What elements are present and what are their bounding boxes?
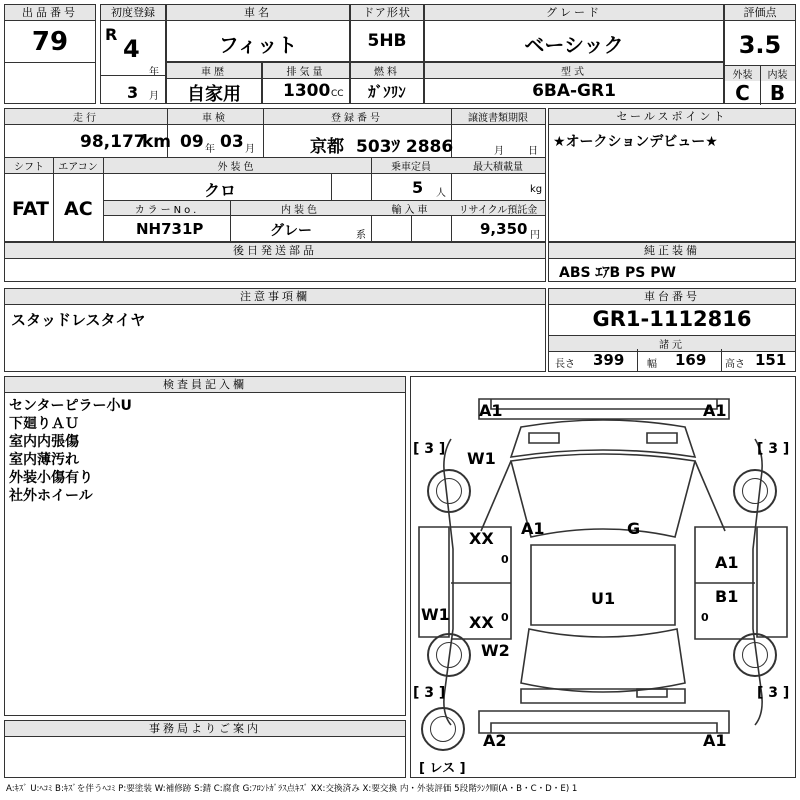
tire-rear-right	[733, 633, 777, 677]
reg-year: 4	[123, 35, 140, 63]
score-box	[724, 4, 796, 104]
displacement: 1300	[283, 81, 331, 101]
damage-mark: W1	[467, 449, 496, 468]
history: 自家用	[187, 84, 241, 105]
inspection-month: 03	[220, 132, 244, 152]
color-no-label: カラーNo.	[104, 201, 230, 215]
length: 399	[593, 351, 625, 369]
plate-area: 京都	[310, 137, 344, 157]
load-label: 最大積載量	[451, 158, 545, 173]
yen-unit: 円	[530, 230, 540, 241]
spare-tire-note: [ レス ]	[419, 761, 466, 776]
first-reg-label: 初度登録	[101, 5, 165, 21]
tire-depth-rear-right: [ 3 ]	[757, 685, 790, 701]
car-name: フィット	[218, 33, 298, 57]
legend: A:ｷｽﾞ U:ﾍｺﾐ B:ｷｽﾞを伴うﾍｺﾐ P:要塗装 W:補修跡 S:錆 C:腐食 G:ﾌﾛﾝﾄｶﾞﾗｽ点ｷｽﾞ XX:交換済み X:要交換 内・外装評価 5段階ﾗﾝｸ順(A・B・C・D・E) 1	[6, 784, 578, 794]
car-outline	[411, 377, 795, 777]
later-parts-label: 後日発送部品	[5, 243, 545, 259]
tire-front-right	[733, 469, 777, 513]
damage-mark: XX	[469, 529, 494, 548]
model: 6BA-GR1	[532, 81, 616, 101]
reg-month: 3	[127, 83, 139, 102]
inspector-line: 室内内張傷	[9, 434, 79, 450]
load-unit: kg	[530, 184, 543, 195]
year-unit: 年	[149, 67, 159, 78]
notes-label: 注意事項欄	[5, 289, 545, 305]
damage-mark: G	[627, 519, 641, 538]
ext-color: クロ	[204, 181, 237, 200]
month-unit: 月	[149, 91, 159, 102]
import-label: 輸入車	[371, 201, 451, 215]
int-color: グレー	[270, 223, 312, 239]
damage-mark: W2	[481, 641, 510, 660]
displacement-label: 排気量	[263, 63, 349, 79]
plate-number: 503ﾂ 2886	[356, 137, 454, 157]
damage-mark: W1	[421, 605, 450, 624]
lot-label: 出品番号	[5, 5, 95, 21]
width-label: 幅	[647, 359, 657, 370]
notes-box	[4, 288, 546, 372]
damage-mark: 0	[501, 553, 509, 566]
height-label: 高さ	[725, 359, 745, 370]
inspector-line: 下廻りＡＵ	[9, 416, 79, 432]
km-unit: km	[142, 132, 172, 152]
office-label: 事務局よりご案内	[5, 721, 405, 737]
interior-label: 内装	[760, 66, 795, 81]
grade-box	[424, 4, 724, 62]
car-name-label: 車名	[167, 5, 349, 21]
history-box	[166, 62, 262, 104]
first-registration-box	[100, 4, 166, 104]
score: 3.5	[738, 31, 782, 59]
inspector-line: 社外ホイール	[9, 488, 93, 504]
tire-depth-front-left: [ 3 ]	[413, 441, 446, 457]
recycle-fee: 9,350	[480, 220, 528, 238]
damage-mark: A1	[703, 401, 727, 420]
equipment-box	[548, 242, 796, 282]
int-color-unit: 系	[356, 230, 366, 241]
model-label: 型式	[425, 63, 723, 79]
inspection-year: 09	[180, 132, 204, 152]
shift: FAT	[12, 198, 49, 220]
damage-mark: XX	[469, 613, 494, 632]
tire-spare	[421, 707, 465, 751]
damage-mark: A2	[483, 731, 507, 750]
plate-label: 登録番号	[263, 109, 451, 124]
damage-mark: U1	[591, 589, 616, 608]
damage-mark: B1	[715, 587, 739, 606]
ac-label: エアコン	[53, 158, 103, 173]
mileage: 98,177	[80, 132, 146, 152]
damage-mark: 0	[501, 611, 509, 624]
damage-mark: A1	[715, 553, 739, 572]
interior-grade: B	[769, 81, 786, 105]
length-label: 長さ	[555, 359, 575, 370]
spec-label: 諸元	[549, 335, 795, 352]
door-label: ドア形状	[351, 5, 423, 21]
displacement-box	[262, 62, 350, 104]
inspector-box	[4, 376, 406, 716]
fuel: ｶﾞｿﾘﾝ	[368, 83, 406, 101]
model-box	[424, 62, 724, 104]
equipment-label: 純正装備	[549, 243, 795, 259]
ext-color-label: 外装色	[103, 158, 371, 173]
exterior-label: 外装	[725, 66, 760, 81]
cc-unit: CC	[331, 89, 344, 99]
inspector-line: 外装小傷有り	[9, 470, 93, 486]
chassis-number: GR1-1112816	[592, 307, 752, 331]
color-no: NH731P	[136, 220, 204, 238]
history-label: 車歴	[167, 63, 261, 79]
tire-depth-rear-left: [ 3 ]	[413, 685, 446, 701]
recycle-label: リサイクル預託金	[451, 201, 545, 215]
damage-mark: A1	[521, 519, 545, 538]
door-box	[350, 4, 424, 62]
inspector-line: 室内薄汚れ	[9, 452, 79, 468]
damage-mark: 0	[701, 611, 709, 624]
era: R	[105, 25, 118, 44]
lot-box	[4, 4, 96, 104]
ac: AC	[64, 198, 93, 220]
damage-mark: A1	[703, 731, 727, 750]
office-box	[4, 720, 406, 778]
transfer-month: 月	[494, 146, 504, 157]
tire-depth-front-right: [ 3 ]	[757, 441, 790, 457]
inspector-label: 検査員記入欄	[5, 377, 405, 393]
inspection-year-unit: 年	[205, 144, 215, 155]
mileage-label: 走行	[5, 109, 167, 124]
height: 151	[755, 351, 787, 369]
tire-front-left	[427, 469, 471, 513]
transfer-label: 譲渡書類期限	[451, 109, 545, 124]
exterior-grade: C	[735, 81, 750, 105]
chassis-label: 車台番号	[549, 289, 795, 305]
tire-rear-left	[427, 633, 471, 677]
capacity-label: 乗車定員	[371, 158, 451, 173]
damage-mark: A1	[479, 401, 503, 420]
grade: ベーシック	[524, 33, 624, 57]
lot-number: 79	[31, 27, 69, 57]
int-color-label: 内装色	[230, 201, 371, 215]
notes-text: スタッドレスタイヤ	[11, 311, 146, 329]
sales-point-label: セールスポイント	[549, 109, 795, 125]
shift-label: シフト	[5, 158, 53, 173]
capacity: 5	[412, 178, 424, 197]
score-label: 評価点	[725, 5, 795, 21]
car-name-box	[166, 4, 350, 62]
width: 169	[675, 351, 707, 369]
later-parts-box	[4, 242, 546, 282]
sales-point-box	[548, 108, 796, 242]
grade-label: グレード	[425, 5, 723, 21]
capacity-unit: 人	[436, 188, 446, 199]
inspector-line: センターピラー小U	[9, 398, 132, 414]
sales-point-text: ★オークションデビュー★	[553, 134, 718, 150]
chassis-box	[548, 288, 796, 372]
equipment-text: ABS ｴｱB PS PW	[559, 265, 676, 281]
fuel-label: 燃料	[351, 63, 423, 79]
car-diagram	[410, 376, 796, 778]
door-type: 5HB	[367, 31, 407, 51]
fuel-box	[350, 62, 424, 104]
inspection-label: 車検	[167, 109, 263, 124]
inspection-month-unit: 月	[245, 144, 255, 155]
transfer-day: 日	[528, 146, 538, 157]
